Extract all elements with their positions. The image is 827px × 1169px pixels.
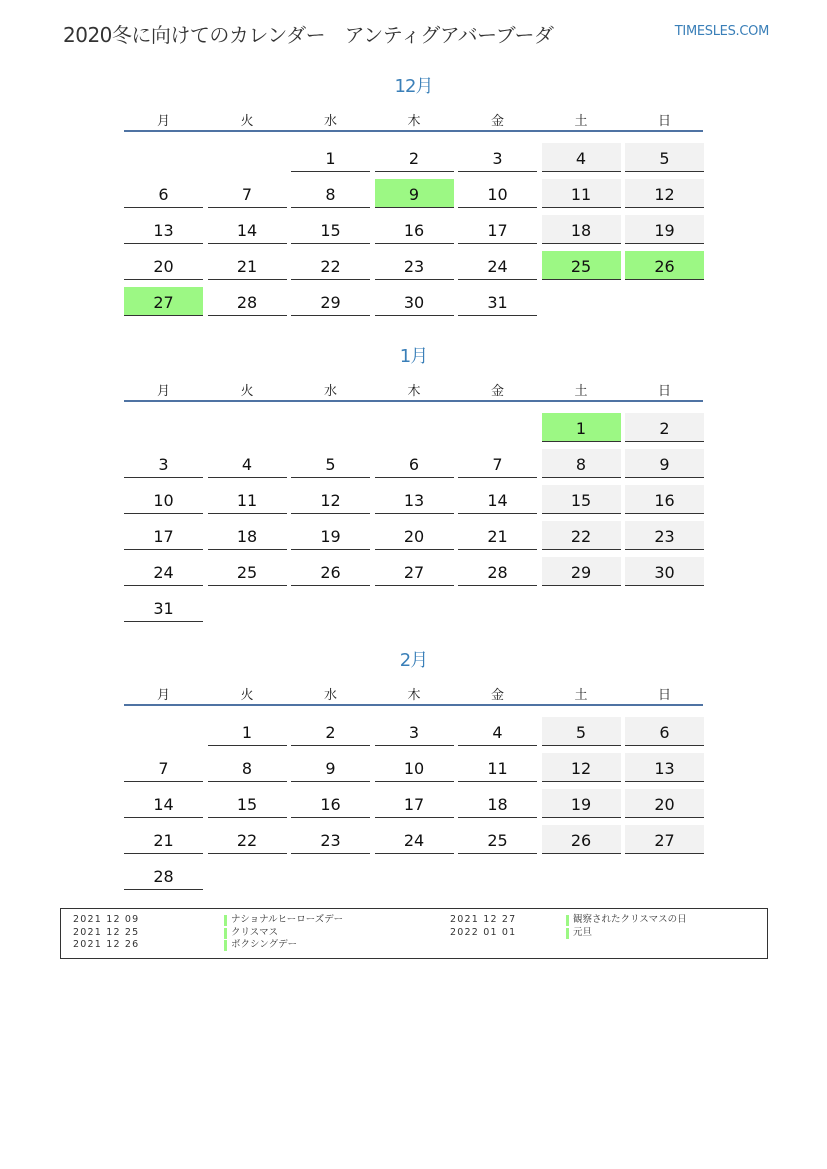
legend-color-marker [566,915,569,926]
month-title: 1月 [399,346,428,367]
day-cell[interactable]: 23 [625,521,704,550]
day-cell[interactable]: 20 [375,521,454,550]
day-cell[interactable]: 17 [458,215,537,244]
day-cell[interactable]: 28 [124,861,203,890]
day-cell[interactable]: 21 [458,521,537,550]
day-cell[interactable]: 26 [625,251,704,280]
day-cell[interactable]: 18 [458,789,537,818]
day-cell[interactable]: 29 [291,287,370,316]
site-name[interactable]: TIMESLES.COM [674,24,769,39]
day-cell[interactable]: 9 [291,753,370,782]
month-title: 2月 [399,650,428,671]
day-cell[interactable]: 25 [542,251,621,280]
day-cell[interactable]: 28 [208,287,287,316]
day-cell[interactable]: 14 [124,789,203,818]
day-cell[interactable]: 13 [124,215,203,244]
day-cell[interactable]: 24 [458,251,537,280]
day-cell[interactable]: 5 [625,143,704,172]
weekday-header [124,684,703,706]
weekday-label: 月 [156,114,170,129]
legend-date: 2021 12 27 [450,914,517,925]
day-cell[interactable]: 10 [375,753,454,782]
day-cell[interactable]: 8 [291,179,370,208]
day-cell[interactable]: 7 [124,753,203,782]
day-cell[interactable]: 27 [375,557,454,586]
day-cell[interactable]: 1 [208,717,287,746]
weekday-label: 月 [156,384,170,399]
day-cell[interactable]: 7 [208,179,287,208]
day-cell[interactable]: 18 [542,215,621,244]
month-title: 12月 [394,76,433,97]
day-cell[interactable]: 19 [291,521,370,550]
day-cell[interactable]: 8 [542,449,621,478]
day-cell[interactable]: 22 [291,251,370,280]
day-cell[interactable]: 2 [625,413,704,442]
weekday-label: 土 [574,384,588,399]
weekday-header [124,110,703,132]
day-cell[interactable]: 9 [625,449,704,478]
legend-holiday-name: ナショナルヒーローズデー [231,914,344,925]
day-cell[interactable]: 6 [375,449,454,478]
day-cell[interactable]: 17 [375,789,454,818]
day-cell[interactable]: 16 [625,485,704,514]
day-cell[interactable]: 22 [208,825,287,854]
legend-holiday-name: 観察されたクリスマスの日 [573,914,687,925]
legend-date: 2021 12 09 [73,914,140,925]
weekday-label: 金 [490,114,504,129]
legend-date: 2022 01 01 [450,926,517,938]
day-cell[interactable]: 24 [124,557,203,586]
holiday-legend [60,908,768,959]
day-cell[interactable]: 23 [375,251,454,280]
weekday-label: 水 [323,114,337,129]
day-cell[interactable]: 25 [208,557,287,586]
day-cell[interactable]: 16 [375,215,454,244]
weekday-label: 木 [407,114,421,129]
day-cell[interactable]: 7 [458,449,537,478]
day-cell[interactable]: 12 [625,179,704,208]
weekday-label: 水 [323,384,337,399]
legend-holiday-name: ボクシングデー [231,939,298,950]
day-cell[interactable]: 10 [458,179,537,208]
day-cell[interactable]: 9 [375,179,454,208]
weekday-label: 日 [657,114,671,129]
day-cell[interactable]: 30 [375,287,454,316]
day-cell[interactable]: 12 [542,753,621,782]
legend-holiday-name: クリスマス [231,926,279,938]
day-cell[interactable]: 2 [375,143,454,172]
weekday-label: 金 [490,688,504,703]
weekday-label: 月 [156,688,170,703]
day-cell[interactable]: 13 [375,485,454,514]
day-cell[interactable]: 4 [208,449,287,478]
day-cell[interactable]: 30 [625,557,704,586]
day-cell[interactable]: 31 [124,593,203,622]
day-cell[interactable]: 22 [542,521,621,550]
day-cell[interactable]: 25 [458,825,537,854]
weekday-label: 火 [240,384,254,399]
legend-color-marker [224,915,227,926]
day-cell[interactable]: 13 [625,753,704,782]
day-cell[interactable]: 11 [208,485,287,514]
day-cell[interactable]: 19 [625,215,704,244]
weekday-label: 水 [323,688,337,703]
day-cell[interactable]: 15 [291,215,370,244]
day-cell[interactable]: 16 [291,789,370,818]
legend-color-marker [224,928,227,939]
weekday-label: 火 [240,114,254,129]
day-cell[interactable]: 26 [291,557,370,586]
day-cell[interactable]: 29 [542,557,621,586]
day-cell[interactable]: 31 [458,287,537,316]
legend-color-marker [224,940,227,951]
day-cell[interactable]: 1 [291,143,370,172]
day-cell[interactable]: 20 [625,789,704,818]
page-title: 2020冬に向けてのカレンダー アンティグアバーブーダ [63,23,554,47]
day-cell[interactable]: 3 [375,717,454,746]
day-cell[interactable]: 18 [208,521,287,550]
day-cell[interactable]: 1 [542,413,621,442]
day-cell[interactable]: 17 [124,521,203,550]
day-cell[interactable]: 8 [208,753,287,782]
day-cell[interactable]: 15 [208,789,287,818]
weekday-label: 日 [657,688,671,703]
day-cell[interactable]: 2 [291,717,370,746]
day-cell[interactable]: 21 [208,251,287,280]
weekday-label: 木 [407,384,421,399]
legend-color-marker [566,928,569,939]
weekday-label: 火 [240,688,254,703]
day-cell[interactable]: 11 [458,753,537,782]
day-cell[interactable]: 19 [542,789,621,818]
day-cell[interactable]: 14 [208,215,287,244]
legend-holiday-name: 元旦 [573,926,593,938]
day-cell[interactable]: 20 [124,251,203,280]
day-cell[interactable]: 12 [291,485,370,514]
weekday-label: 日 [657,384,671,399]
day-cell[interactable]: 28 [458,557,537,586]
day-cell[interactable]: 23 [291,825,370,854]
weekday-header [124,380,703,402]
day-cell[interactable]: 15 [542,485,621,514]
weekday-label: 木 [407,688,421,703]
day-cell[interactable]: 6 [625,717,704,746]
day-cell[interactable]: 24 [375,825,454,854]
day-cell[interactable]: 4 [458,717,537,746]
day-cell[interactable]: 5 [291,449,370,478]
day-cell[interactable]: 3 [458,143,537,172]
day-cell[interactable]: 4 [542,143,621,172]
day-cell[interactable]: 10 [124,485,203,514]
weekday-label: 金 [490,384,504,399]
day-cell[interactable]: 26 [542,825,621,854]
weekday-label: 土 [574,114,588,129]
day-cell[interactable]: 3 [124,449,203,478]
day-cell[interactable]: 14 [458,485,537,514]
day-cell[interactable]: 27 [625,825,704,854]
legend-date: 2021 12 26 [73,939,140,950]
day-cell[interactable]: 5 [542,717,621,746]
day-cell[interactable]: 11 [542,179,621,208]
weekday-label: 土 [574,688,588,703]
day-cell[interactable]: 27 [124,287,203,316]
day-cell[interactable]: 21 [124,825,203,854]
legend-date: 2021 12 25 [73,926,140,938]
day-cell[interactable]: 6 [124,179,203,208]
